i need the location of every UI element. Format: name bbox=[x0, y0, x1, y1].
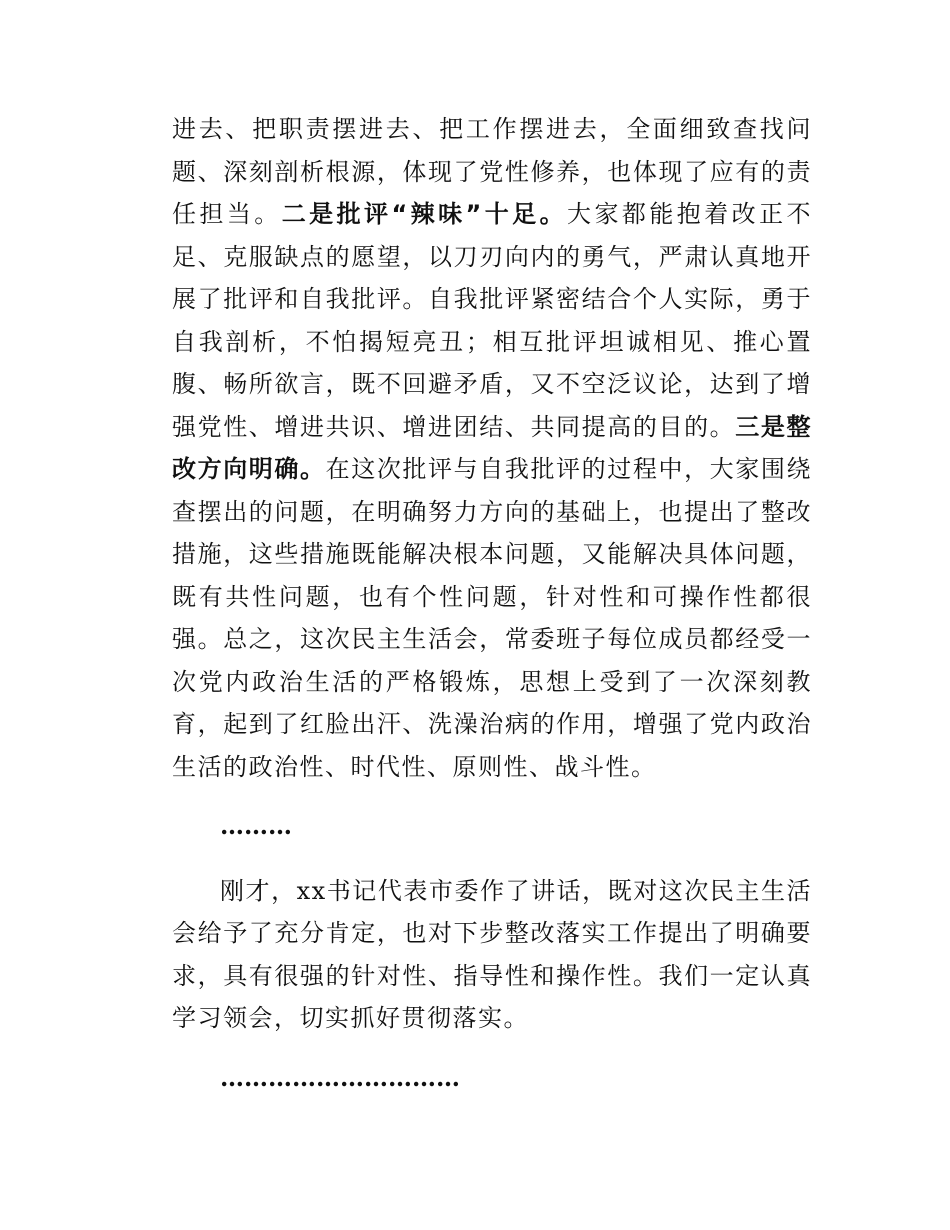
paragraph-summary bbox=[172, 108, 812, 788]
paragraph-speech: 刚才，xx书记代表市委作了讲话，既对这次民主生活会给予了充分肯定，也对下步整改落实工作提出了明确要求，具有很强的针对性、指导性和操作性。我们一定认真学习领会，切实抓好贯彻落实。 bbox=[172, 876, 812, 1032]
paragraph-text: 进去、把职责摆进去、把工作摆进去，全面细致查找问题、深刻剖析根源，体现了党性修养，也体现了应有的责任担当。 bbox=[172, 115, 812, 228]
ellipsis-separator-long: ………………………… bbox=[220, 1062, 460, 1092]
document-page bbox=[172, 108, 812, 1099]
bold-heading-criticism: 二是批评“辣味”十足。 bbox=[281, 200, 568, 228]
bold-heading-rectification: 三是整改方向明确。 bbox=[172, 412, 813, 483]
paragraph-text: 在这次批评与自我批评的过程中，大家围绕查摆出的问题，在明确努力方向的基础上，也提出了整改措施，这些措施既能解决根本问题，又能解决具体问题，既有共性问题，也有个性问题，针对性和可操作性都很强。总之，这次民主生活会，常委班子每位成员都经受一次党内政治生活的严格锻炼，思想上受到了一次深刻教育，起到了红脸出汗、洗澡治病的作用，增强了党内政治生活的政治性、时代性、原则性、战斗性。 bbox=[172, 455, 812, 781]
ellipsis-separator: ……… bbox=[220, 811, 292, 840]
paragraph-text: 大家都能抱着改正不足、克服缺点的愿望，以刀刃向内的勇气，严肃认真地开展了批评和自我批评。自我批评紧密结合个人实际，勇于自我剖析，不怕揭短亮丑；相互批评坦诚相见、推心置腹、畅所欲言，既不回避矛盾，又不空泛议论，达到了增强党性、增进共识、增进团结、共同提高的目的。 bbox=[172, 200, 813, 441]
